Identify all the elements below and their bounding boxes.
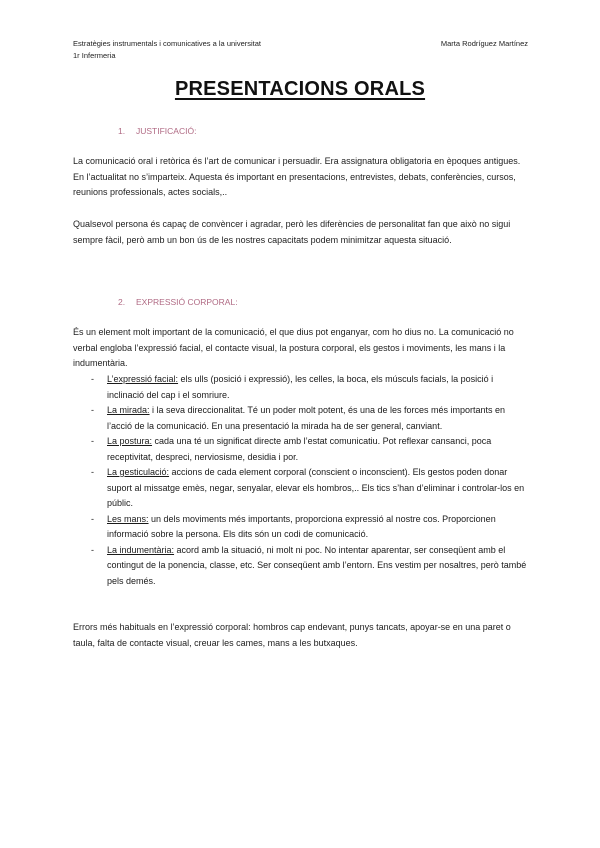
paragraph-expressio-intro: És un element molt important de la comunicació, el que dius pot enganyar, com ho dius no. La comunicació no verbal engloba l’expressió facial, el contacte visual, la postura corporal, els gestos i moviments, les mans i la indumentària. xyxy=(73,327,514,368)
page-title: PRESENTACIONS ORALS xyxy=(174,78,426,100)
list-item: - L’expressió facial: els ulls (posició i expressió), les celles, la boca, els músculs facials, la posició i inclinació del cap i el somriure. xyxy=(91,374,494,400)
list-item: - La indumentària: acord amb la situació, ni molt ni poc. No intentar aparentar, ser conseqüent amb el contingut de la ponencia, classe, etc. Ser conseqüent amb l’entorn. Ens vestim per nosaltres, però també pels demés. xyxy=(91,544,527,586)
section-heading-expressio xyxy=(118,297,238,307)
section-title: JUSTIFICACIÓ: xyxy=(136,126,197,136)
list-item: - La mirada: i la seva direccionalitat. Té un poder molt potent, és una de les forces més importants en l’acció de la comunicació. En una presentació la mirada ha de ser general, canviant. xyxy=(91,405,506,431)
body-expression-list xyxy=(73,372,531,589)
header-left xyxy=(73,38,261,62)
section-heading-justificacio xyxy=(118,126,196,136)
header-group: 1r Infermeria xyxy=(73,51,116,60)
list-item: - La gesticulació: accions de cada element corporal (conscient o inconscient). Els gestos poden donar suport al missatge emès, negar, senyalar, elevar els hombros,.. Els tics s’han d’eliminar i controlar-los en públic. xyxy=(91,467,525,508)
section-title: EXPRESSIÓ CORPORAL: xyxy=(136,297,238,307)
paragraph-errors: Errors més habituals en l’expressió corporal: hombros cap endevant, punys tancats, apoyar-se en una paret o taula, falta de contacte visual, creuar les cames, mans a les butxaques. xyxy=(73,622,511,648)
list-item: - Les mans: un dels moviments més importants, proporciona expressió al nostre cos. Proporcionen informació sobre la persona. Els dits són un codi de comunicació. xyxy=(91,513,496,539)
paragraph-justificacio-2: Qualsevol persona és capaç de convèncer i agradar, però les diferències de personalitat fan que això no sigui sempre fàcil, però amb un bon ús de les nostres capacitats podem minimitzar aquesta situació. xyxy=(73,219,511,245)
section-number: 2. xyxy=(118,297,126,307)
header-author: Marta Rodríguez Martínez xyxy=(440,39,528,48)
header-course: Estratègies instrumentals i comunicatives a la universitat xyxy=(73,39,261,48)
section-number: 1. xyxy=(118,126,126,136)
paragraph-justificacio-1: La comunicació oral i retòrica és l’art de comunicar i persuadir. Era assignatura obligatoria en èpoques antigues. En l’actualitat no s’imparteix. Aquesta és important en presentacions, entrevistes, debats, conferències, cursos, reunions professionals, actes socials,.. xyxy=(73,156,521,197)
list-item: - La postura: cada una té un significat directe amb l’estat comunicatiu. Pot reflexar cansanci, poca receptivitat, despreci, nerviosisme, desidia i por. xyxy=(91,436,492,462)
